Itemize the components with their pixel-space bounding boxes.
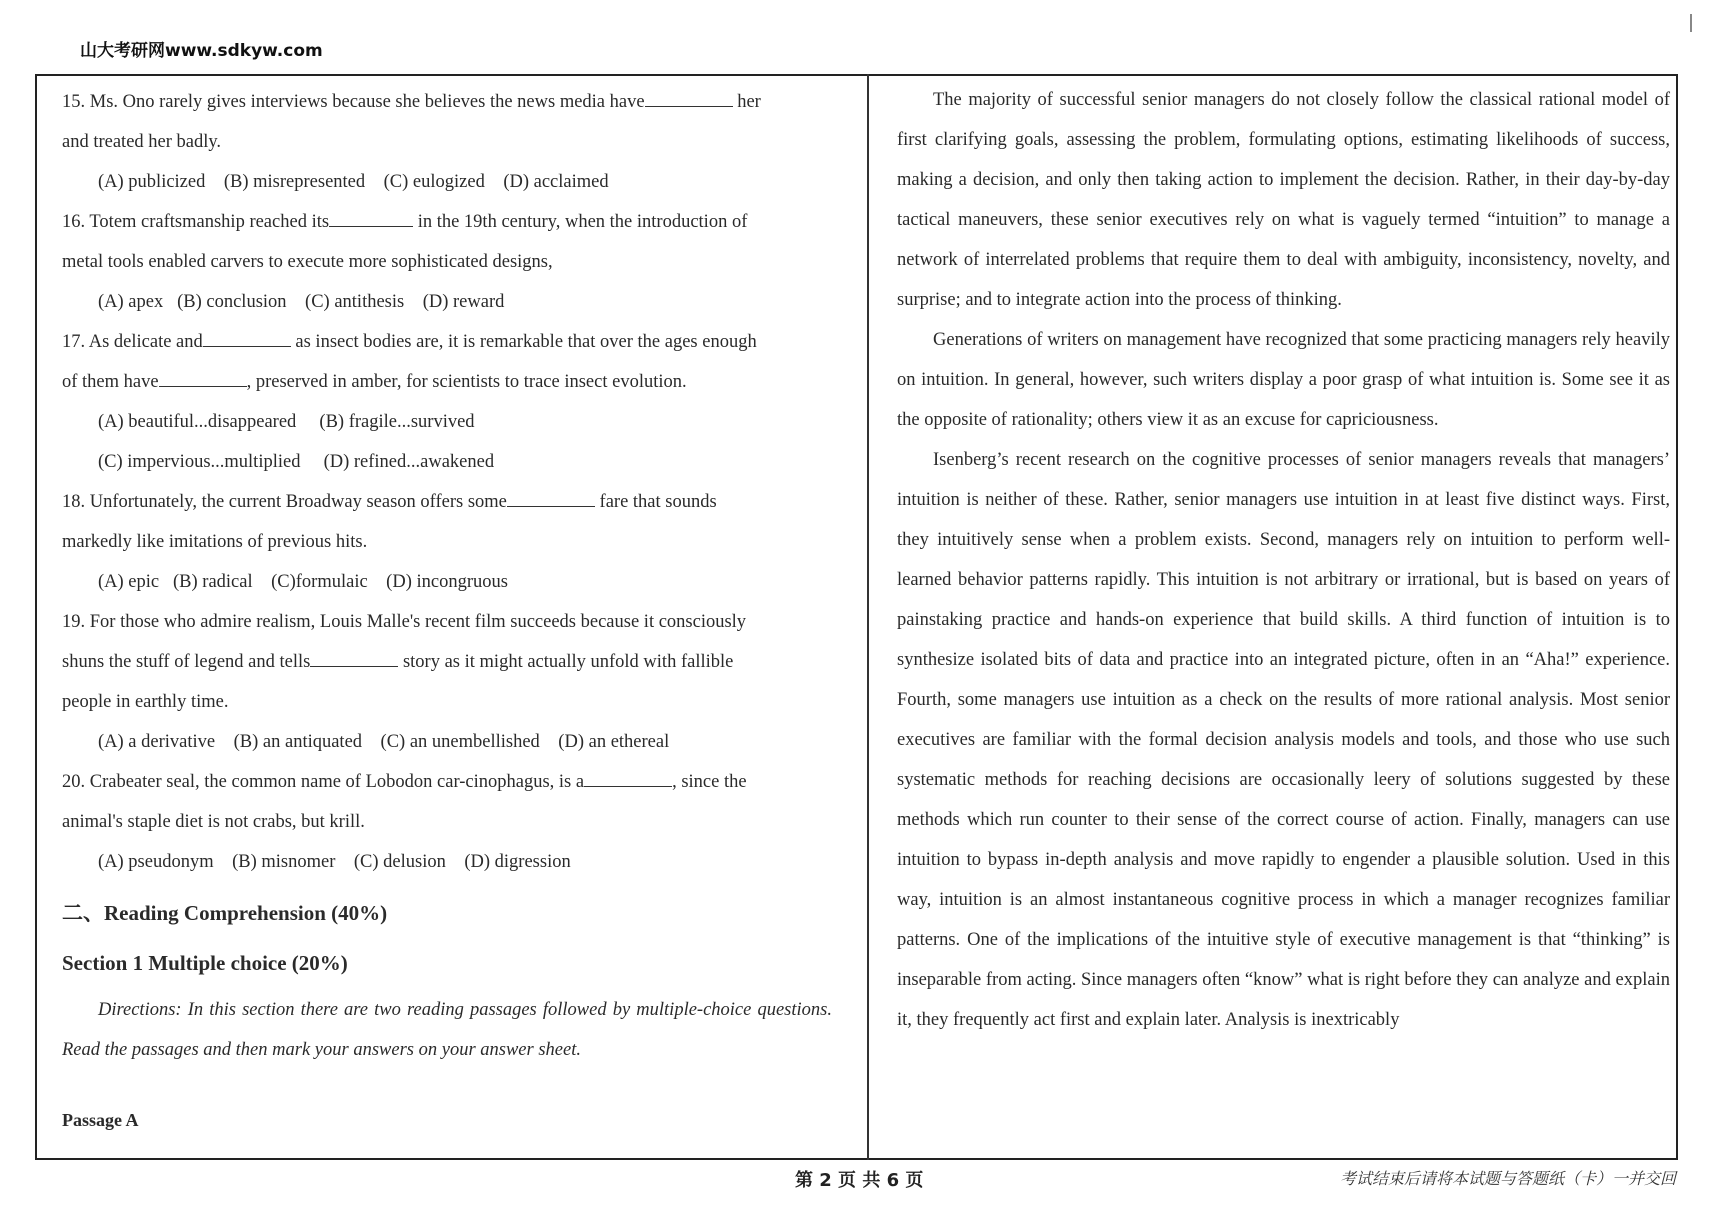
passage-label: Passage A xyxy=(62,1110,139,1130)
question-17-options-2: (C) impervious...multiplied (D) refined...awakened xyxy=(98,452,495,472)
question-19-stem: 19. For those who admire realism, Louis Malle's recent film succeeds because it consciously xyxy=(62,612,747,632)
question-15-stem-cont: and treated her badly. xyxy=(62,132,222,152)
footer-note: 考试结束后请将本试题与答题纸（卡）一并交回 xyxy=(1339,1169,1676,1188)
question-18-stem: 18. Unfortunately, the current Broadway season offers some fare that sounds xyxy=(62,492,717,512)
question-18-options: (A) epic (B) radical (C)formulaic (D) incongruous xyxy=(98,572,508,592)
left-column xyxy=(62,82,852,1140)
question-20-stem: 20. Crabeater seal, the common name of Lobodon car-cinophagus, is a , since the xyxy=(62,772,747,792)
question-20-options: (A) pseudonym (B) misnomer (C) delusion (D) digression xyxy=(98,852,571,872)
section-title: Section 1 Multiple choice (20%) xyxy=(62,951,348,975)
question-19-stem-end: people in earthly time. xyxy=(62,692,229,712)
question-20-stem-cont: animal's staple diet is not crabs, but krill. xyxy=(62,812,365,832)
question-19-options: (A) a derivative (B) an antiquated (C) an unembellished (D) an ethereal xyxy=(98,732,670,752)
corner-mark xyxy=(1690,14,1692,32)
question-16-options: (A) apex (B) conclusion (C) antithesis (D) reward xyxy=(98,292,505,312)
question-17-stem: 17. As delicate and as insect bodies are, it is remarkable that over the ages enough xyxy=(62,332,757,352)
answer-blank xyxy=(310,652,398,667)
answer-blank xyxy=(507,492,595,507)
question-16-stem: 16. Totem craftsmanship reached its in the 19th century, when the introduction of xyxy=(62,212,748,232)
answer-blank xyxy=(645,92,733,107)
answer-blank xyxy=(159,372,247,387)
question-15-options: (A) publicized (B) misrepresented (C) eulogized (D) acclaimed xyxy=(98,172,609,192)
passage-paragraph: The majority of successful senior managers do not closely follow the classical rational model of first clarifying goals, assessing the problem, formulating options, estimating likelihoods of success, making a decision, and only then taking action to implement the decision. Rather, in their day-by-day tactical maneuvers, these senior executives rely on what is vaguely termed “intuition” to manage a network of interrelated problems that require them to deal with ambiguity, inconsistency, novelty, and surprise; and to integrate action into the process of thinking. xyxy=(897,90,1670,310)
site-header: 山大考研网www.sdkyw.com xyxy=(80,41,323,61)
question-17-options-1: (A) beautiful...disappeared (B) fragile...survived xyxy=(98,412,475,432)
column-divider xyxy=(867,74,869,1160)
reading-title: 二、Reading Comprehension (40%) xyxy=(62,901,388,925)
directions-text: Directions: In this section there are two reading passages followed by multiple-choice questions. Read the passages and then mark your answers on your answer sheet. xyxy=(62,1000,832,1060)
question-18-stem-cont: markedly like imitations of previous hits. xyxy=(62,532,368,552)
question-17-stem-cont: of them have , preserved in amber, for scientists to trace insect evolution. xyxy=(62,372,687,392)
question-15-stem: 15. Ms. Ono rarely gives interviews because she believes the news media have her xyxy=(62,92,761,112)
passage-paragraph: Generations of writers on management have recognized that some practicing managers rely heavily on intuition. In general, however, such writers display a poor grasp of what intuition is. Some see it as the opposite of rationality; others view it as an excuse for capriciousness. xyxy=(897,330,1670,430)
right-column xyxy=(897,80,1670,1040)
passage-paragraph: Isenberg’s recent research on the cognitive processes of senior managers reveals that managers’ intuition is neither of these. Rather, senior managers use intuition in at least five distinct ways. First, they intuitively sense when a problem exists. Second, managers rely on intuition to perform well-learned behavior patterns rapidly. This intuition is not arbitrary or irrational, but is based on years of painstaking practice and hands-on experience that build skills. A third function of intuition is to synthesize isolated bits of data and practice into an integrated picture, often in an “Aha!” experience. Fourth, some managers use intuition as a check on the results of more rational analysis. Most senior executives are familiar with the formal decision analysis models and tools, and those who use such systematic methods for reaching decisions are occasionally leery of solutions suggested by these methods which run counter to their sense of the correct course of action. Finally, managers can use intuition to bypass in-depth analysis and move rapidly to engender a plausible solution. Used in this way, intuition is an almost instantaneous cognitive process in which a manager recognizes familiar patterns. One of the implications of the intuitive style of executive management is that “thinking” is inseparable from acting. Since managers often “know” what is right before they can analyze and explain it, they frequently act first and explain later. Analysis is inextricably xyxy=(897,450,1670,1030)
question-16-stem-cont: metal tools enabled carvers to execute more sophisticated designs, xyxy=(62,252,553,272)
answer-blank xyxy=(203,332,291,347)
answer-blank xyxy=(329,212,413,227)
question-19-stem-cont: shuns the stuff of legend and tells story as it might actually unfold with fallible xyxy=(62,652,734,672)
answer-blank xyxy=(584,772,672,787)
page-number: 第 2 页 共 6 页 xyxy=(795,1170,924,1191)
